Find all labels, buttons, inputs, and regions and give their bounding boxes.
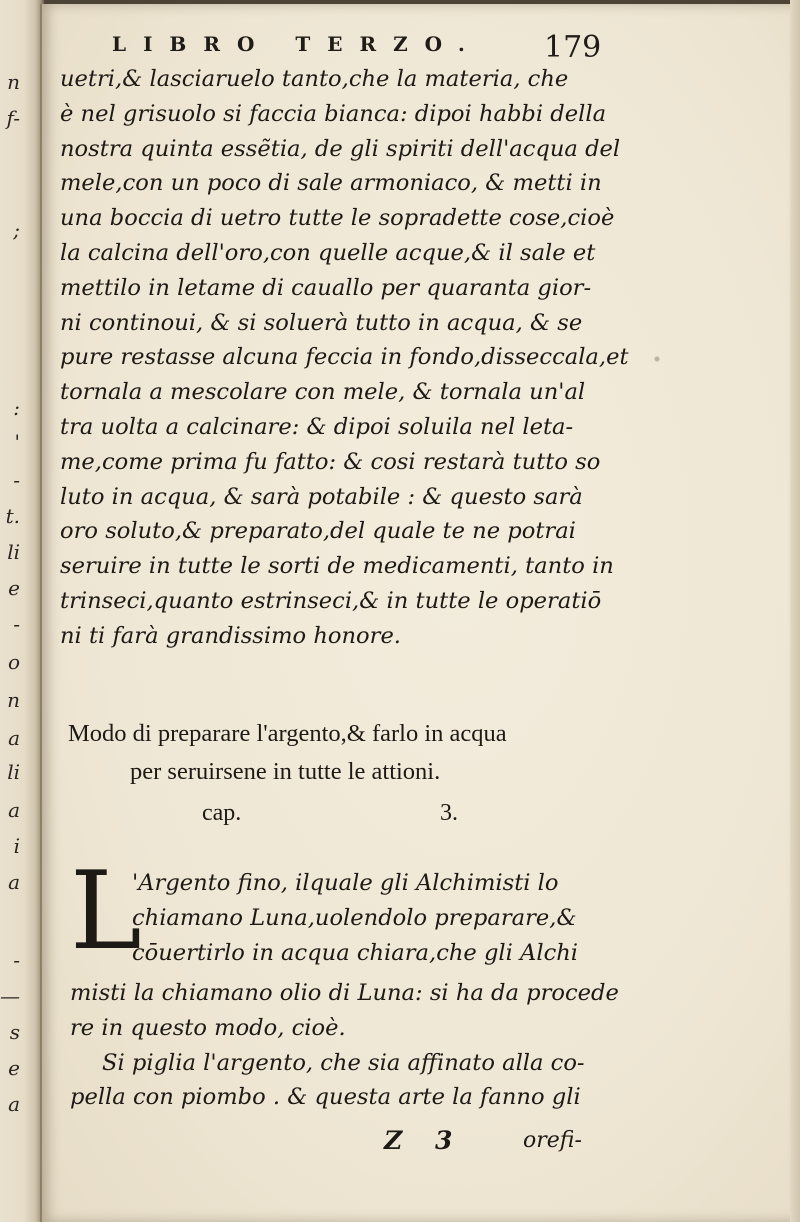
text-line: tornala a mescolare con mele, & tornala un'al xyxy=(60,379,586,406)
text-line: mele,con un poco di sale armoniaco, & metti in xyxy=(60,170,602,197)
text-line: è nel grisuolo si faccia bianca: dipoi habbi della xyxy=(60,100,607,127)
gutter-char: n xyxy=(7,70,20,94)
drop-cap-text xyxy=(132,866,632,970)
text-line: pella con piombo . & questa arte la fanno gli xyxy=(70,1084,581,1111)
gutter-char: - xyxy=(13,948,20,972)
text-line: me,come prima fu fatto: & cosi restarà tutto so xyxy=(60,448,601,475)
text-line: chiamano Luna,uolendolo preparare,& xyxy=(132,904,577,931)
paper-speck xyxy=(650,352,664,366)
text-line: ni ti farà grandissimo honore. xyxy=(60,622,401,649)
text-line: mettilo in letame di cauallo per quaranta gior- xyxy=(60,274,592,301)
previous-page-gutter xyxy=(0,0,44,1222)
text-line: cōuertirlo in acqua chiara,che gli Alchi xyxy=(132,939,579,966)
text-line: luto in acqua, & sarà potabile : & questo sarà xyxy=(60,483,583,510)
text-line: pure restasse alcuna feccia in fondo,disseccala,et xyxy=(60,344,629,371)
running-head: LIBRO TERZO. xyxy=(112,32,482,56)
gutter-char: a xyxy=(8,1092,20,1116)
chapter-label: cap. xyxy=(202,800,242,826)
gutter-char: i xyxy=(13,834,20,858)
gutter-char: a xyxy=(8,870,20,894)
chapter-heading-line-1: Modo di preparare l'argento,& farlo in acqua xyxy=(68,720,507,747)
gutter-char: li xyxy=(7,760,20,784)
drop-cap: L xyxy=(70,849,142,974)
text-line: tra uolta a calcinare: & dipoi soluila nel leta- xyxy=(60,413,574,440)
text-line: nostra quinta essẽtia, de gli spiriti dell'acqua del xyxy=(60,135,621,162)
chapter-number: 3. xyxy=(440,800,458,826)
gutter-char: a xyxy=(8,726,20,750)
gutter-char: ' xyxy=(14,430,20,454)
text-line: seruire in tutte le sorti de medicamenti, tanto in xyxy=(60,553,614,580)
text-line: re in questo modo, cioè. xyxy=(70,1014,346,1041)
text-line: la calcina dell'oro,con quelle acque,& il sale et xyxy=(60,239,596,266)
gutter-char: t. xyxy=(5,504,20,528)
gutter-char: n xyxy=(7,688,20,712)
text-line: una boccia di uetro tutte le sopradette cose,cioè xyxy=(60,205,615,232)
text-line: Si piglia l'argento, che sia affinato alla co- xyxy=(102,1049,585,1076)
text-line: uetri,& lasciaruelo tanto,che la materia, che xyxy=(60,66,569,92)
catchword: orefi- xyxy=(523,1128,582,1153)
text-line: trinseci,quanto estrinseci,& in tutte le operatiō xyxy=(60,587,602,614)
gutter-char: e xyxy=(8,1056,20,1080)
gutter-char: a xyxy=(8,798,20,822)
chapter-heading-line-2: per seruirsene in tutte le attioni. xyxy=(130,758,441,785)
page-number: 179 xyxy=(544,30,602,65)
page-right-edge xyxy=(790,0,800,1222)
text-line: 'Argento fino, ilquale gli Alchimisti lo xyxy=(132,870,559,896)
chapter-body-text xyxy=(70,976,630,1115)
gutter-char: - xyxy=(13,468,20,492)
gutter-char: li xyxy=(7,540,20,564)
signature-mark: Z 3 xyxy=(384,1126,465,1155)
gutter-char: o xyxy=(7,650,20,674)
gutter-char: ; xyxy=(13,218,20,242)
gutter-char: s xyxy=(9,1020,20,1044)
gutter-char: f- xyxy=(6,106,20,130)
text-line: oro soluto,& preparato,del quale te ne potrai xyxy=(60,518,576,545)
text-line: misti la chiamano olio di Luna: si ha da procede xyxy=(70,980,619,1006)
gutter-char: e xyxy=(8,576,20,600)
body-text xyxy=(60,62,640,654)
gutter-char: : xyxy=(13,396,20,420)
gutter-char: — xyxy=(0,984,20,1008)
gutter-char: - xyxy=(13,612,20,636)
text-line: ni continoui, & si soluerà tutto in acqua, & se xyxy=(60,309,583,336)
